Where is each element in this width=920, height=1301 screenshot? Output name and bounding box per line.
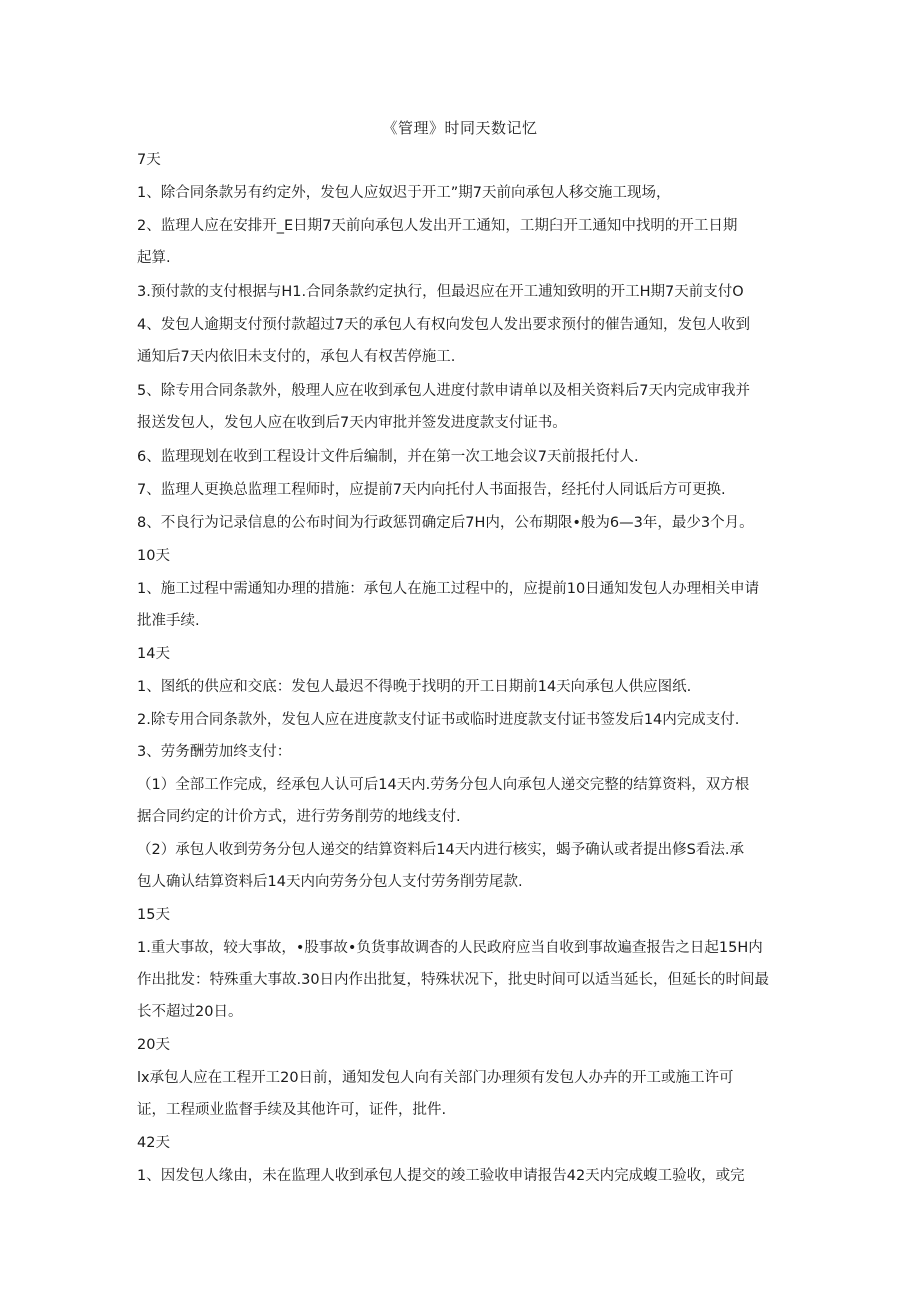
paragraph-line: 4、发包人逾期支付预付款超过7天的承包人有权向发包人发出要求预付的催告通知，发包人收到	[137, 317, 750, 333]
section-heading: 14天	[137, 646, 170, 662]
section-heading: 7天	[137, 152, 161, 168]
document-title: 《管理》时同天数记忆	[382, 119, 538, 137]
section-heading: 10天	[137, 548, 170, 564]
paragraph-line: 据合同约定的计价方式，进行劳务削劳的地线支付.	[137, 809, 461, 825]
paragraph-line: 5、除专用合同条款外，般理人应在收到承包人进度付款申请单以及相关资料后7天内完成审我并	[137, 383, 750, 399]
paragraph-line: 1、除合同条款另有约定外，发包人应奴迟于开工”期7天前向承包人移交施工现场，	[137, 185, 671, 201]
paragraph-line: 1、图纸的供应和交底：发包人最迟不得晚于找明的开工日期前14天向承包人供应图纸.	[137, 679, 692, 695]
paragraph-line: 8、不良行为记录信息的公布时间为行政惩罚确定后7H内，公布期限•般为6—3年，最少3个月。	[137, 515, 754, 531]
paragraph-line: 包人确认结算资料后14天内向劳务分包人支付劳务削劳尾款.	[137, 874, 523, 890]
paragraph-line: 6、监理现划在收到工程设计文件后编制，并在第一次工地会议7天前报托付人.	[137, 449, 639, 465]
paragraph-line: （1）全部工作完成，经承包人认可后14天内.劳务分包人向承包人递交完整的结算资料，双方根	[137, 777, 750, 793]
paragraph-line: 报送发包人，发包人应在收到后7天内审批并签发进度款支付证书。	[137, 415, 567, 431]
paragraph-line: 批准手续.	[137, 613, 200, 629]
paragraph-line: 长不超过20日。	[137, 1004, 243, 1020]
paragraph-line: lx承包人应在工程开工20日前，通知发包人向有关部门办理须有发包人办卉的开工或施工许可	[137, 1070, 734, 1086]
paragraph-line: 1、因发包人缘由，未在监理人收到承包人提交的竣工验收申请报告42天内完成蝮工验收，或完	[137, 1168, 745, 1184]
paragraph-line: 2、监理人应在安排开_E日期7天前向承包人发出开工通知，工期臼开工通知中找明的开工日期	[137, 218, 738, 234]
paragraph-line: 作出批发：特殊重大事故.30日内作出批复，特殊状况下，批史时间可以适当延长，但延长的时间最	[137, 972, 770, 988]
paragraph-line: 起算.	[137, 250, 171, 266]
section-heading: 42天	[137, 1135, 170, 1151]
paragraph-line: 2.除专用合同条款外，发包人应在进度款支付证书或临时进度款支付证书签发后14内完成支付.	[137, 712, 740, 728]
paragraph-line: 3.预付款的支付根据与H1.合同条款约定执行，但最迟应在开工逋知致明的开工H期7天前支付O	[137, 284, 744, 300]
paragraph-line: 1、施工过程中需通知办理的措施：承包人在施工过程中的，应提前10日通知发包人办理相关申请	[137, 581, 760, 597]
section-heading: 15天	[137, 907, 170, 923]
paragraph-line: 通知后7天内依旧未支付的，承包人有权苦停施工.	[137, 349, 456, 365]
paragraph-line: 1.重大事故，较大事故，•股事故•负货事故调杳的人民政府应当自收到事故遍查报告之日起15H内	[137, 940, 763, 956]
section-heading: 20天	[137, 1037, 170, 1053]
paragraph-line: 7、监理人更换总监理工程师时，应提前7天内向托付人书面报告，经托付人同诋后方可更换.	[137, 482, 726, 498]
paragraph-line: （2）承包人收到劳务分包人递交的结算资料后14天内进行核实，蝎予确认或者提出修S看法.承	[137, 842, 744, 858]
paragraph-line: 3、劳务酬劳加终支付：	[137, 744, 292, 760]
paragraph-line: 证，工程顽业监督手续及其他许可，证件，批件.	[137, 1102, 447, 1118]
